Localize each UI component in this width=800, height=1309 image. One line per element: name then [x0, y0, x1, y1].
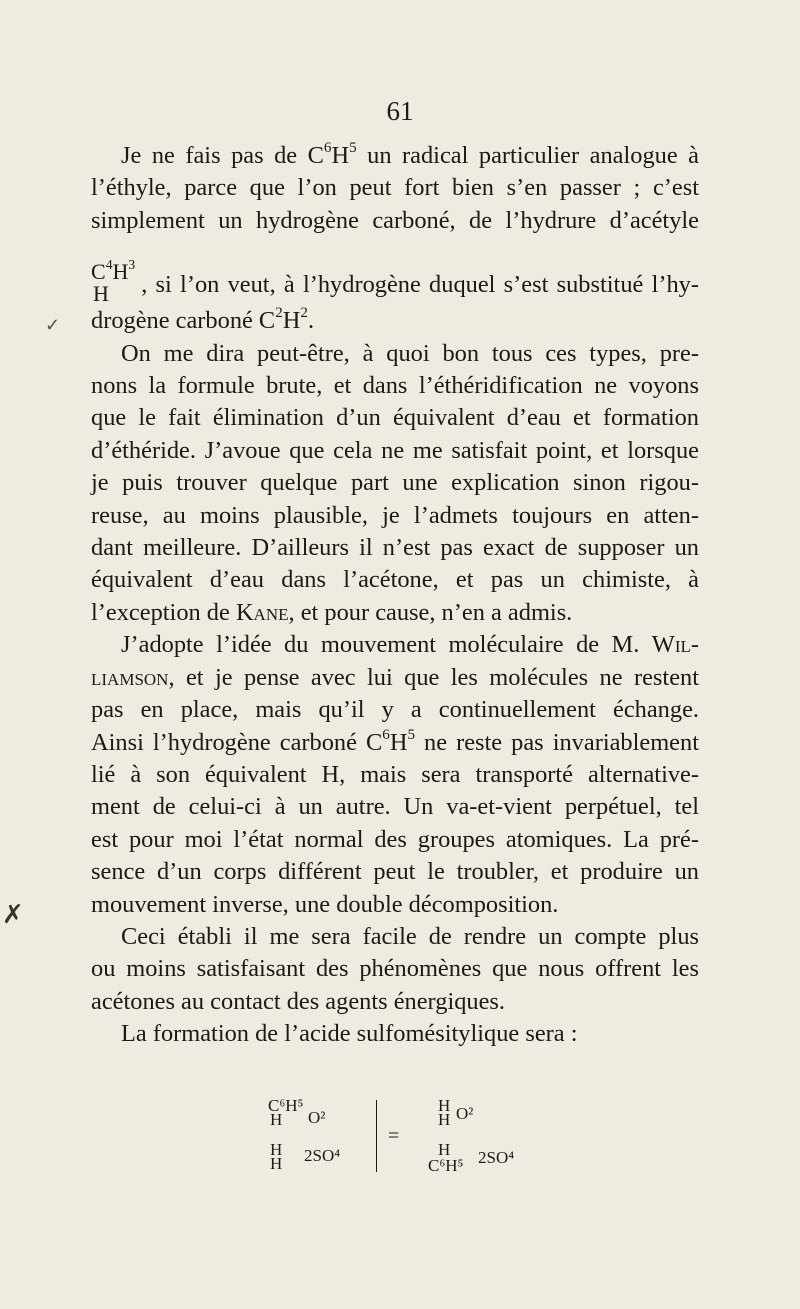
text-line: reuse, au moins plausible, je l’admets toujours en atten- [91, 501, 699, 529]
formula-term: O² [308, 1108, 326, 1127]
text-line: Ainsi l’hydrogène carboné $C^6H^5$ ne reste pas invariablement [91, 726, 699, 756]
text-line: Je ne fais pas de $C^6H^5$ un radical particulier analogue à [121, 140, 699, 169]
formula-term: C⁶H⁵ [268, 1096, 304, 1115]
formula-term: H [270, 1110, 283, 1129]
fraction-line [91, 239, 699, 305]
text-line: Ceci établi il me sera facile de rendre un compte plus [121, 922, 699, 950]
fraction [91, 257, 136, 307]
text-line: sence d’un corps différent peut le troubler, et produire un [91, 858, 699, 886]
text-line: nons la formule brute, et dans l’éthéridification ne voyons [91, 372, 699, 400]
text-line: liamson, et je pense avec lui que les molécules ne restent [91, 663, 699, 691]
text-line: simplement un hydrogène carboné, de l’hydrure d’acétyle [91, 206, 699, 234]
text-line: drogène carboné $C^2H^2$. [91, 305, 315, 335]
author-name: liamson [91, 663, 169, 691]
margin-mark: ✓ [45, 315, 61, 335]
text-line: acétones au contact des agents énergiques. [91, 987, 506, 1015]
body-text [91, 140, 699, 1051]
text-line: mouvement inverse, une double décomposition. [91, 890, 559, 918]
equals-sign: = [388, 1125, 400, 1147]
fraction-denominator: H [93, 281, 109, 307]
text-line: pas en place, mais qu’il y a continuellement échange. [91, 696, 699, 724]
chemical-formula [268, 1098, 568, 1178]
formula-term: 2SO⁴ [478, 1148, 515, 1167]
text-line: je puis trouver quelque part une explication sinon rigou- [91, 469, 699, 497]
text-line: La formation de l’acide sulfomésitylique sera : [121, 1020, 578, 1048]
margin-mark: ✗ [2, 900, 24, 929]
text-line: dant meilleure. D’ailleurs il n’est pas exact de supposer un [91, 534, 699, 562]
formula-term: 2SO⁴ [304, 1146, 341, 1165]
text-line: J’adopte l’idée du mouvement moléculaire de M. Wil- [121, 631, 699, 659]
page-number: 61 [386, 96, 414, 126]
formula-term: H [438, 1110, 451, 1129]
author-name: Wil- [651, 631, 699, 659]
text-line: lié à son équivalent H, mais sera transporté alternative- [91, 760, 699, 788]
text-line: équivalent d’eau dans l’acétone, et pas un chimiste, à [91, 566, 699, 594]
text-line: On me dira peut-être, à quoi bon tous ces types, pre- [121, 339, 699, 367]
formula-term: O² [456, 1104, 474, 1123]
text-line: est pour moi l’état normal des groupes atomiques. La pré- [91, 825, 699, 853]
formula-term: H [438, 1140, 451, 1159]
text-line: d’éthéride. J’avoue que cela ne me satisfait point, et lorsque [91, 436, 699, 464]
text-line: l’éthyle, parce que l’on peut fort bien s’en passer ; c’est [91, 174, 699, 202]
text-line: ou moins satisfaisant des phénomènes que nous offrent les [91, 955, 699, 983]
brace [376, 1100, 377, 1172]
text-line: ment de celui-ci à un autre. Un va-et-vient perpétuel, tel [91, 793, 699, 821]
fraction-numerator: $C^4H^3$ [91, 257, 136, 285]
text-line: l’exception de Kane, et pour cause, n’en a admis. [91, 598, 573, 626]
formula-term: C⁶H⁵ [428, 1156, 464, 1175]
formula-term: H [270, 1154, 283, 1173]
author-name: Kane [235, 598, 289, 626]
formula-term: H [438, 1096, 451, 1115]
text-line: , si l’on veut, à l’hydrogène duquel s’est substitué l’hy- [141, 270, 699, 298]
formula-term: H [270, 1140, 283, 1159]
text-line: que le fait élimination d’un équivalent d’eau et formation [91, 404, 699, 432]
